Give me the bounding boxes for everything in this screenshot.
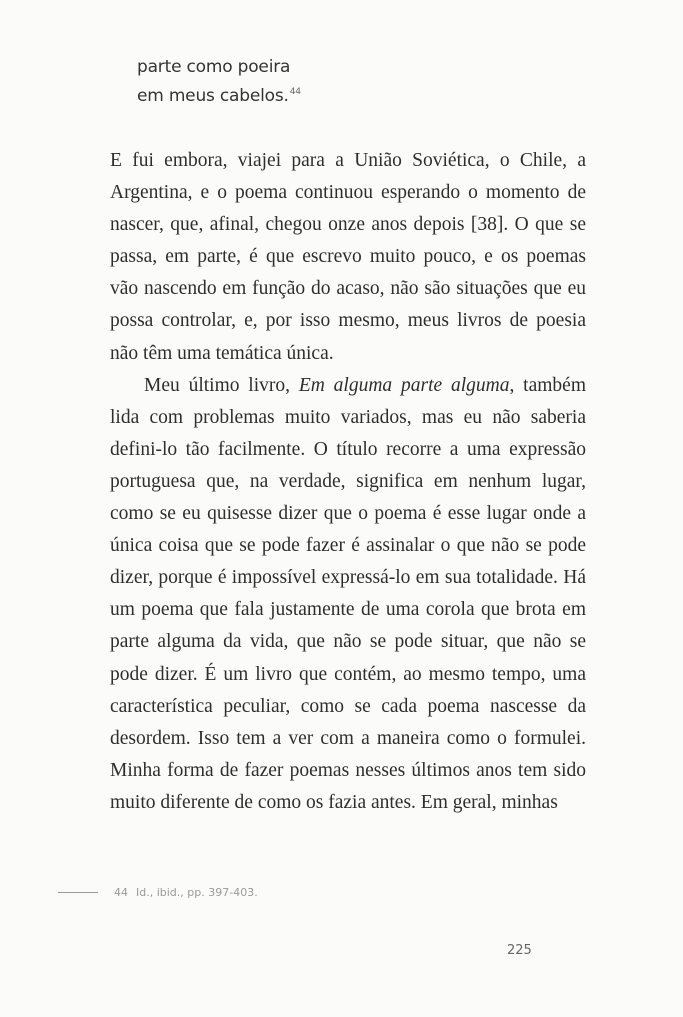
verse-line — [137, 86, 301, 106]
paragraph-text: , também lida com problemas muito variados, mas eu não saberia defini-lo tão facilmente. O título recorre a uma expressão portuguesa que, na verdade, significa em nenhum lugar, como se eu quisesse dizer que o poema é esse lugar onde a única coisa que se pode fazer é assinalar o que não se pode dizer, porque é impossível expressá-lo em sua totalidade. Há um poema que fala justamente de uma corola que brota em parte alguma da vida, que não se pode situar, que não se pode dizer. É um livro que contém, ao mesmo tempo, uma característica peculiar, como se cada poema nascesse da desordem. Isso tem a ver com a maneira como o formulei. Minha forma de fazer poemas nesses últimos anos tem sido muito diferente de como os fazia antes. Em geral, minhas — [110, 374, 586, 813]
page-number: 225 — [507, 943, 532, 958]
verse-line-text: em meus cabelos. — [137, 86, 289, 106]
footnote-text: Id., ibid., pp. 397-403. — [136, 886, 258, 899]
body-text — [110, 145, 586, 819]
paragraph: E fui embora, viajei para a União Soviética, o Chile, a Argentina, e o poema continuou esperando o momento de nascer, que, afinal, chegou onze anos depois [38]. O que se passa, em parte, é que escrevo muito pouco, e os poemas vão nascendo em função do acaso, não são situações que eu possa controlar, e, por isso mesmo, meus livros de poesia não têm uma temática única. — [110, 150, 586, 364]
footnote-number: 44 — [114, 886, 128, 899]
book-title: Em alguma parte alguma — [298, 374, 510, 396]
paragraph-text: Meu último livro, — [144, 374, 299, 396]
paragraph — [110, 370, 586, 819]
footnote-rule — [58, 892, 98, 893]
verse-line — [137, 57, 290, 77]
footnote-reference: 44 — [289, 87, 301, 98]
footnote — [58, 886, 258, 899]
verse-line-text: parte como poeira — [137, 57, 291, 77]
